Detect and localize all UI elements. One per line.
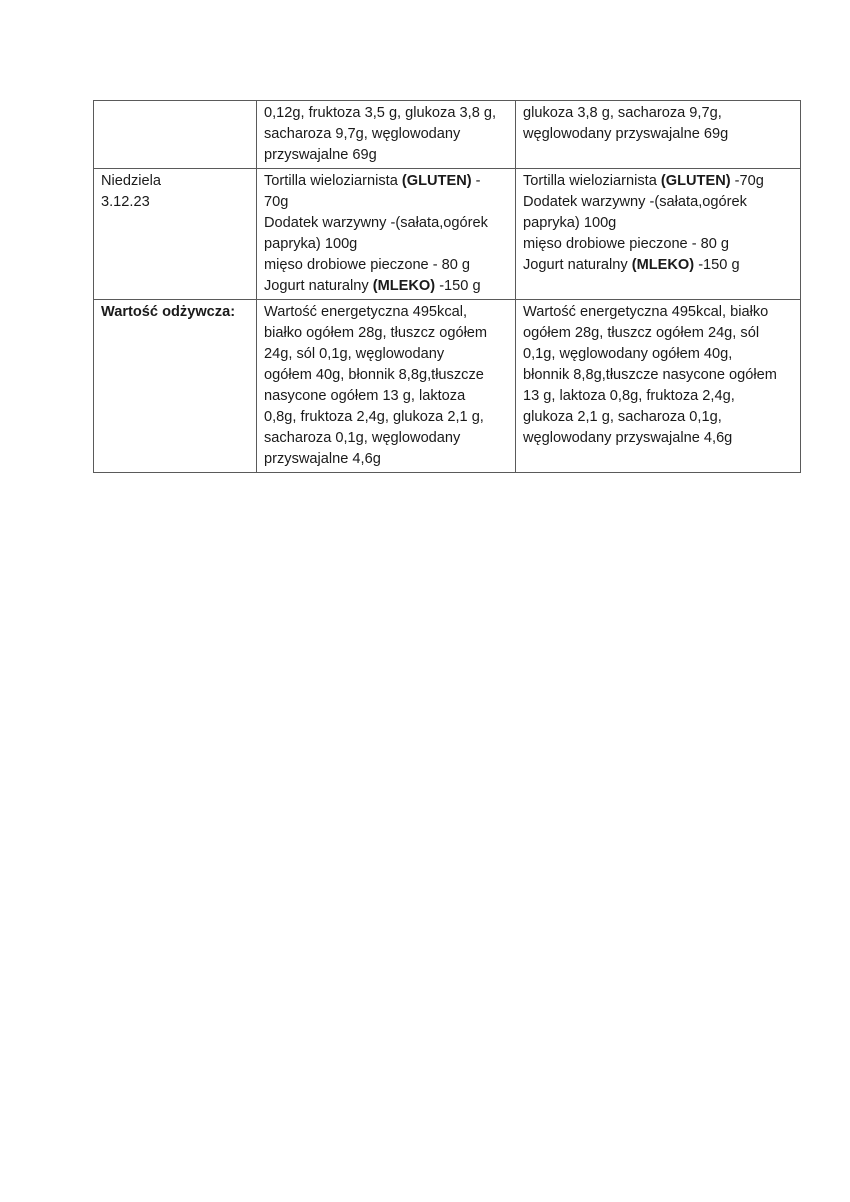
text-line: sacharoza 0,1g, węglowodany	[264, 430, 461, 446]
text-line: nasycone ogółem 13 g, laktoza	[264, 388, 466, 404]
text-line: 0,8g, fruktoza 2,4g, glukoza 2,1 g,	[264, 409, 484, 425]
menu-item-text: -150 g	[694, 257, 740, 273]
text-line: 0,1g, węglowodany ogółem 40g,	[523, 346, 733, 362]
text-line: węglowodany przyswajalne 4,6g	[523, 430, 733, 446]
text-line: 13 g, laktoza 0,8g, fruktoza 2,4g,	[523, 388, 735, 404]
menu-item-line: mięso drobiowe pieczone - 80 g	[523, 236, 730, 252]
menu-item-line: Dodatek warzywny -(sałata,ogórek	[523, 194, 747, 210]
text-line: węglowodany przyswajalne 69g	[523, 126, 729, 142]
menu-cell-variant-a	[257, 169, 516, 300]
day-cell	[94, 101, 257, 169]
nutrition-cell-variant-a	[257, 300, 516, 473]
text-line: 24g, sól 0,1g, węglowodany	[264, 346, 445, 362]
text-line: glukoza 3,8 g, sacharoza 9,7g,	[523, 105, 722, 121]
menu-item-text: -70g	[730, 173, 764, 189]
text-line: 0,12g, fruktoza 3,5 g, glukoza 3,8 g,	[264, 105, 497, 121]
text-line: przyswajalne 4,6g	[264, 451, 381, 467]
nutrition-cell-variant-b	[516, 300, 801, 473]
table-row-nutrition	[94, 300, 801, 473]
menu-item-line: 70g	[264, 194, 289, 210]
menu-item-text: Jogurt naturalny	[523, 257, 632, 273]
text-line: ogółem 40g, błonnik 8,8g,tłuszcze	[264, 367, 484, 383]
menu-item-line	[264, 171, 509, 192]
menu-item-text: Tortilla wieloziarnista	[523, 173, 661, 189]
table-row-sunday	[94, 169, 801, 300]
nutrition-label-cell	[94, 300, 257, 473]
menu-cell-variant-a	[257, 101, 516, 169]
menu-item-line: papryka) 100g	[264, 236, 358, 252]
menu-item-line: mięso drobiowe pieczone - 80 g	[264, 257, 471, 273]
menu-item-line: Dodatek warzywny -(sałata,ogórek	[264, 215, 488, 231]
menu-item-text: Jogurt naturalny	[264, 278, 373, 294]
allergen-label: (GLUTEN)	[401, 173, 472, 189]
menu-item-line	[523, 171, 794, 192]
text-line: sacharoza 9,7g, węglowodany	[264, 126, 461, 142]
menu-item-text: -	[471, 173, 481, 189]
menu-table	[93, 100, 801, 473]
text-line: ogółem 28g, tłuszcz ogółem 24g, sól	[523, 325, 760, 341]
menu-item-line	[264, 276, 509, 297]
text-line: białko ogółem 28g, tłuszcz ogółem	[264, 325, 488, 341]
allergen-label: (GLUTEN)	[660, 173, 731, 189]
menu-cell-variant-b	[516, 169, 801, 300]
allergen-label: (MLEKO)	[372, 278, 436, 294]
text-line: glukoza 2,1 g, sacharoza 0,1g,	[523, 409, 722, 425]
menu-item-text: -150 g	[435, 278, 481, 294]
table-row-continuation	[94, 101, 801, 169]
menu-cell-variant-b	[516, 101, 801, 169]
day-date: 3.12.23	[101, 194, 150, 210]
day-name: Niedziela	[101, 173, 162, 189]
menu-item-line	[523, 255, 794, 276]
text-line: Wartość energetyczna 495kcal,	[264, 304, 468, 320]
allergen-label: (MLEKO)	[631, 257, 695, 273]
menu-item-line: papryka) 100g	[523, 215, 617, 231]
day-cell	[94, 169, 257, 300]
text-line: błonnik 8,8g,tłuszcze nasycone ogółem	[523, 367, 777, 383]
text-line: przyswajalne 69g	[264, 147, 377, 163]
nutrition-label: Wartość odżywcza:	[101, 304, 236, 320]
text-line: Wartość energetyczna 495kcal, białko	[523, 304, 769, 320]
menu-item-text: Tortilla wieloziarnista	[264, 173, 402, 189]
